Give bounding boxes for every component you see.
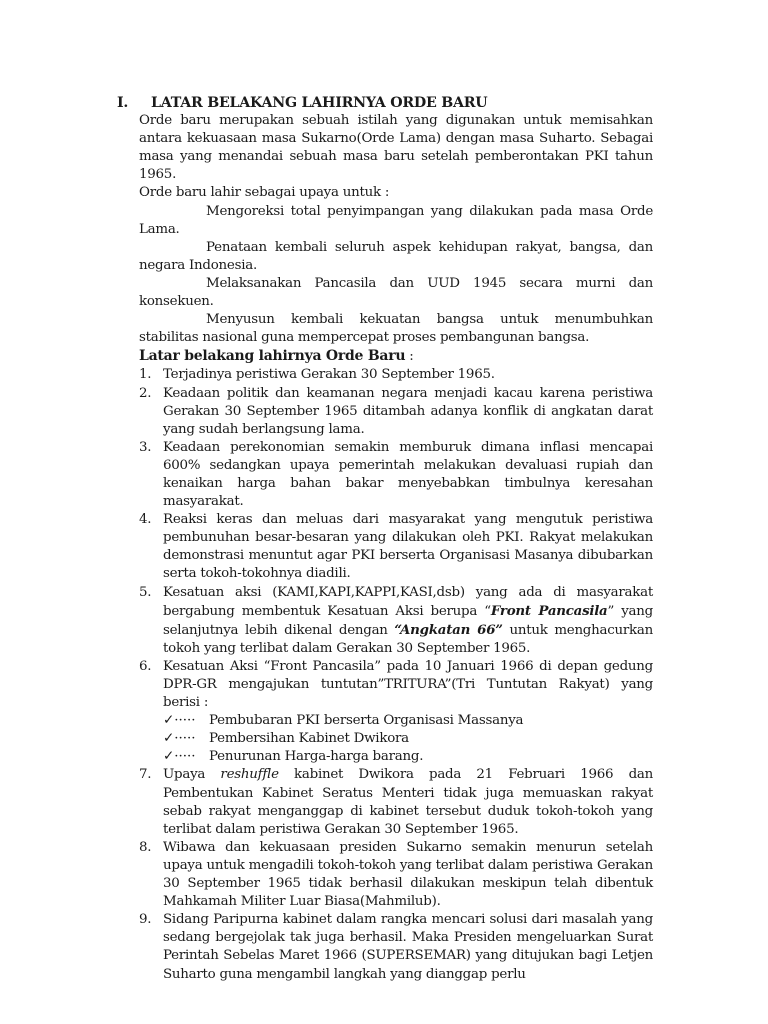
tritura-item bbox=[163, 748, 653, 766]
angkatan-66-emphasis: “Angkatan 66” bbox=[394, 621, 503, 638]
purpose-item: Melaksanakan Pancasila dan UUD 1945 secara murni dan konsekuen. bbox=[139, 275, 653, 310]
item-number: 2. bbox=[139, 385, 152, 401]
purpose-lead: Orde baru lahir sebagai upaya untuk : bbox=[139, 185, 390, 201]
item-text: Terjadinya peristiwa Gerakan 30 September 1965. bbox=[163, 367, 495, 383]
list-item bbox=[139, 766, 653, 838]
reshuffle-emphasis: reshuffle bbox=[220, 767, 279, 783]
item-number: 6. bbox=[139, 658, 152, 674]
list-item bbox=[139, 658, 653, 767]
tritura-list bbox=[163, 712, 653, 766]
purpose-item: Mengoreksi total penyimpangan yang dilakukan pada masa Orde Lama. bbox=[139, 203, 653, 237]
item-text: Keadaan perekonomian semakin memburuk dimana inflasi mencapai 600% sedangkan upaya pemerintah melakukan devaluasi rupiah dan kenaikan harga bahan bakar menyebabkan timbulnya keresahan masyarakat. bbox=[163, 439, 653, 510]
tritura-text: Pembersihan Kabinet Dwikora bbox=[209, 731, 409, 747]
item-number: 5. bbox=[139, 584, 152, 600]
tritura-text: Penurunan Harga-harga barang. bbox=[209, 749, 424, 765]
list-item bbox=[139, 511, 653, 583]
check-icon: ✓····· bbox=[163, 713, 196, 729]
item-number: 8. bbox=[139, 839, 152, 855]
item-text-part: Kesatuan Aksi “Front Pancasila” pada 10 Januari 1966 di depan gedung DPR-GR mengajukan tuntutan”TRITURA”(Tri Tuntutan Rakyat) yang berisi : bbox=[163, 658, 653, 711]
item-text: Wibawa dan kekuasaan presiden Sukarno semakin menurun setelah upaya untuk mengadili tokoh-tokoh yang terlibat dalam peristiwa Gerakan 30 September 1965 tidak berhasil dilakukan meskipun telah dibentuk Mahkamah Militer Luar Biasa(Mahmilub). bbox=[163, 839, 653, 910]
item-text bbox=[163, 584, 653, 658]
subheading-text: Latar belakang lahirnya Orde Baru bbox=[139, 348, 406, 365]
section-title: LATAR BELAKANG LAHIRNYA ORDE BARU bbox=[151, 95, 488, 111]
subheading bbox=[139, 347, 653, 366]
item-text bbox=[163, 766, 653, 838]
list-item bbox=[139, 584, 653, 658]
tritura-item bbox=[163, 730, 653, 748]
item-text-part: kabinet Dwikora pada 21 Februari 1966 dan Pembentukan Kabinet Seratus Menteri tidak juga memuaskan rakyat sebab rakyat menganggap di kabinet tersebut duduk tokoh-tokoh yang terlibat dalam peristiwa Gerakan 30 September 1965. bbox=[163, 767, 653, 837]
intro-paragraph: Orde baru merupakan sebuah istilah yang digunakan untuk memisahkan antara kekuasaan masa Sukarno(Orde Lama) dengan masa Suharto. Sebagai masa yang menandai sebuah masa baru setelah pemberontakan PKI tahun 1965. bbox=[139, 113, 653, 183]
list-item bbox=[139, 839, 653, 911]
item-text-part: untuk menghacurkan tokoh yang terlibat dalam Gerakan 30 September 1965. bbox=[163, 622, 653, 656]
section-number: I. bbox=[117, 95, 129, 111]
item-number: 7. bbox=[139, 767, 152, 783]
purpose-item: Menyusun kembali kekuatan bangsa untuk menumbuhkan stabilitas nasional guna mempercepat proses pembangunan bangsa. bbox=[139, 312, 653, 346]
item-text: Reaksi keras dan meluas dari masyarakat yang mengutuk peristiwa pembunuhan besar-besaran yang dilakukan oleh PKI. Rakyat melakukan demonstrasi menuntut agar PKI berserta Organisasi Masanya dibubarkan serta tokoh-tokohnya diadili. bbox=[163, 512, 653, 582]
check-icon: ✓····· bbox=[163, 749, 196, 765]
list-item bbox=[139, 385, 653, 439]
check-icon: ✓····· bbox=[163, 731, 196, 747]
item-text-part: ” yang selanjutnya lebih dikenal dengan bbox=[163, 603, 653, 638]
background-list bbox=[139, 366, 653, 983]
list-item bbox=[139, 366, 653, 384]
section-heading bbox=[117, 94, 653, 112]
item-text bbox=[163, 658, 653, 767]
item-text-part: Kesatuan aksi (KAMI,KAPI,KAPPI,KASI,dsb) yang ada di masyarakat bergabung membentuk Kesatuan Aksi berupa “ bbox=[163, 584, 653, 619]
item-text-part: Upaya bbox=[163, 767, 221, 783]
item-text: Sidang Paripurna kabinet dalam rangka mencari solusi dari masalah yang sedang bergejolak tak juga berhasil. Maka Presiden mengeluarkan Surat Perintah Sebelas Maret 1966 (SUPERSEMAR) yang ditujukan bagi Letjen Suharto guna mengambil langkah yang dianggap perlu bbox=[163, 912, 653, 982]
tritura-item bbox=[163, 712, 653, 730]
item-number: 4. bbox=[139, 512, 152, 528]
item-number: 3. bbox=[139, 439, 152, 455]
list-item bbox=[139, 911, 653, 983]
document-page bbox=[117, 94, 653, 984]
item-number: 1. bbox=[139, 367, 152, 383]
item-number: 9. bbox=[139, 912, 152, 928]
item-text: Keadaan politik dan keamanan negara menjadi kacau karena peristiwa Gerakan 30 September 1965 ditambah adanya konflik di angkatan darat yang sudah berlangsung lama. bbox=[163, 385, 653, 437]
subheading-suffix: : bbox=[405, 349, 414, 365]
front-pancasila-emphasis: Front Pancasila bbox=[490, 602, 608, 619]
tritura-text: Pembubaran PKI berserta Organisasi Massanya bbox=[209, 713, 524, 729]
purpose-item: Penataan kembali seluruh aspek kehidupan rakyat, bangsa, dan negara Indonesia. bbox=[139, 239, 653, 273]
list-item bbox=[139, 439, 653, 511]
